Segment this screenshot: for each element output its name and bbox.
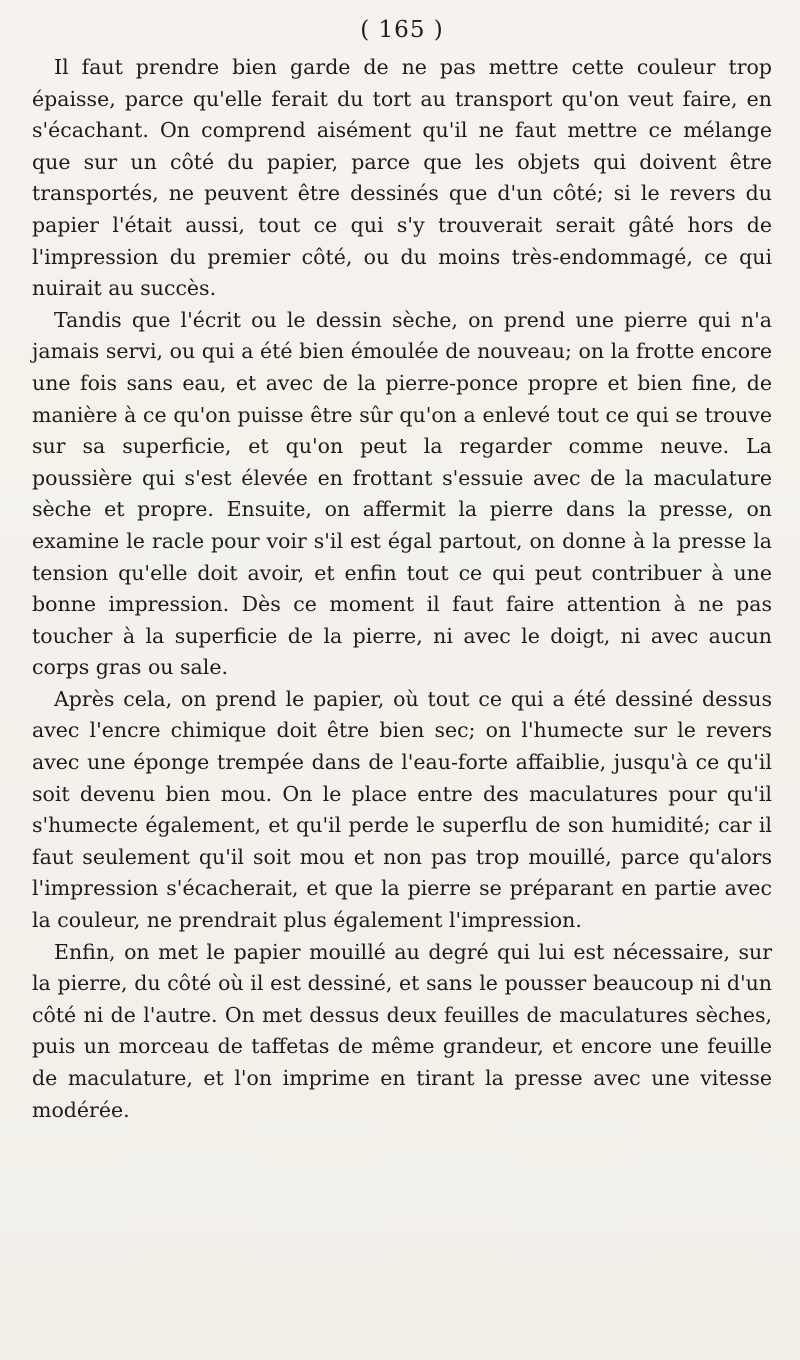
page-number: ( 165 )	[360, 17, 444, 43]
paragraph-4: Enfin, on met le papier mouillé au degré qui lui est nécessaire, sur la pierre, du côté où il est dessiné, et sans le pousser beaucoup ni d'un côté ni de l'autre. On met dessus deux feuilles de maculatures sèches, puis un morceau de taffetas de même grandeur, et encore une feuille de maculature, et l'on imprime en tirant la presse avec une vitesse modérée.	[32, 939, 772, 1122]
paragraph-3: Après cela, on prend le papier, où tout ce qui a été dessiné dessus avec l'encre chimique doit être bien sec; on l'humecte sur le revers avec une éponge trempée dans de l'eau-forte affaiblie, jusqu'à ce qu'il soit devenu bien mou. On le place entre des maculatures pour qu'il s'humecte également, et qu'il perde le superflu de son humidité; car il faut seulement qu'il soit mou et non pas trop mouillé, parce qu'alors l'impression s'écacherait, et que la pierre se préparant en partie avec la couleur, ne prendrait plus également l'impression.	[32, 686, 772, 933]
paragraph-2: Tandis que l'écrit ou le dessin sèche, on prend une pierre qui n'a jamais servi, ou qui a été bien émoulée de nouveau; on la frotte encore une fois sans eau, et avec de la pierre-ponce propre et bien fine, de manière à ce qu'on puisse être sûr qu'on a enlevé tout ce qui se trouve sur sa superficie, et qu'on peut la regarder comme neuve. La poussière qui s'est élevée en frottant s'essuie avec de la maculature sèche et propre. Ensuite, on affermit la pierre dans la presse, on examine le racle pour voir s'il est égal partout, on donne à la presse la tension qu'elle doit avoir, et enfin tout ce qui peut contribuer à une bonne impression. Dès ce moment il faut faire attention à ne pas toucher à la superficie de la pierre, ni avec le doigt, ni avec aucun corps gras ou sale.	[32, 307, 772, 680]
paragraph-1: Il faut prendre bien garde de ne pas mettre cette couleur trop épaisse, parce qu'elle ferait du tort au transport qu'on veut faire, en s'écachant. On comprend aisément qu'il ne faut mettre ce mélange que sur un côté du papier, parce que les objets qui doivent être transportés, ne peuvent être dessinés que d'un côté; si le revers du papier l'était aussi, tout ce qui s'y trouverait serait gâté hors de l'impression du premier côté, ou du moins très-endommagé, ce qui nuirait au succès.	[32, 55, 772, 301]
body-text	[32, 52, 772, 1126]
